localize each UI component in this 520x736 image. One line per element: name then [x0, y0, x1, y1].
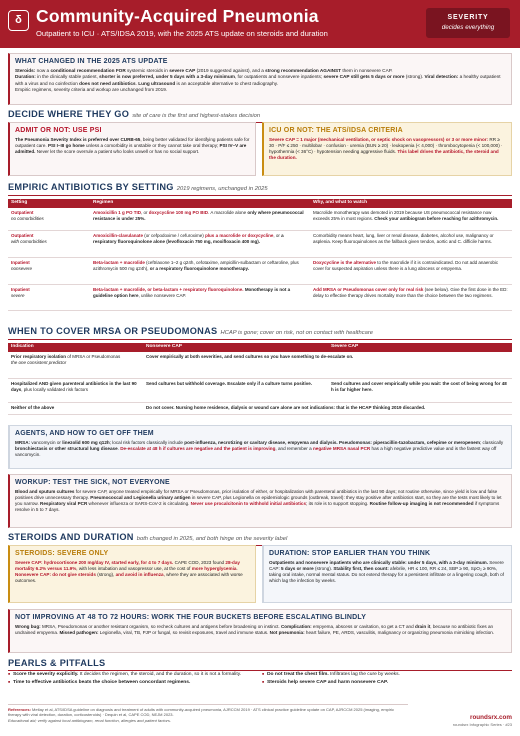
- agents-text: MRSA: vancomycin or linezolid 600 mg q12h; local risk factors classically include post-influenza, necrotizing or cavitary disease, empyema and dialysis. Pseudomonas: piperacillin-tazobactam, cefepime or meropenem; classically bronchiectasis or other structural lung disease. De-escalate at 48 h if cultures are negative and the patient is improving, and remember a negative MRSA nasal PCR has a high negative predictive value and is the fastest way off vancomycin.: [15, 440, 504, 458]
- workup-text: Blood and sputum cultures for severe CAP, anyone treated empirically for MRSA or Pseudomonas, prior isolation of either, or hospitalization with parenteral antibiotics in the last 90 days; not routine otherwise, since yield is low and false positives drive unnecessary therapy. Pneumococcal and Legionella urinary antigen in severe CAP, plus Legionella on epidemiologic grounds (outbreak, travel): they stay positive after antibiotics start, so they are the tests most likely to let you narrow. Respiratory viral PCR whenever influenza or SARS-CoV-2 is circulating. Never use procalcitonin to withhold initial antibiotics; its role is to support stopping. Routine follow-up imaging is not recommended if symptoms resolve in 5 to 7 days.: [15, 489, 502, 513]
- admit-box: [8, 122, 256, 176]
- table-row: Outpatient with comorbidities Amoxicillin-clavulanate (or cefpodoxime / cefuroxime) plus a macrolide or doxycycline, or a respiratory fluoroquinolone alone (levofloxacin 750 mg, moxifloxacin 400 mg). Comorbidity means heart, lung, liver or renal disease, diabetes, alcohol use, malignancy or asplenia. Keep fluoroquinolones as the fallback given tendon, aortic and C. difficile harms.: [8, 231, 512, 258]
- icu-box: [262, 122, 512, 176]
- list-item: ■ Steroids help severe CAP and harm nonsevere CAP.: [262, 680, 512, 686]
- table-row: Inpatient severe Beta-lactam + macrolide, or beta-lactam + respiratory fluoroquinolone. Monotherapy is not a guideline option here, unlike nonsevere CAP. Add MRSA or Pseudomonas cover only for real risk (see below). Give the first dose in the ED: delay to effective therapy drives mortality more than the choice between the two regimens.: [8, 285, 512, 311]
- not-improving-heading: NOT IMPROVING AT 48 TO 72 HOURS: WORK THE FOUR BUCKETS BEFORE ESCALATING BLINDLY: [15, 614, 367, 621]
- agents-box: [8, 425, 512, 469]
- empiric-section: [8, 181, 512, 311]
- workup-box: [8, 474, 512, 528]
- empiric-header-row: [8, 199, 512, 208]
- col-indication: Indication: [8, 343, 143, 352]
- changes-steroids: Steroids: now a conditional recommendation FOR systemic steroids in severe CAP (2019 suggested against), and a strong recommendation AGAINST them in nonsevere CAP.: [15, 68, 393, 74]
- mrsa-heading: WHEN TO COVER MRSA OR PSEUDOMONAS HCAP is gone; cover on risk, not on contact with healthcare: [8, 325, 512, 340]
- series-label: roundsrx Infographic Series · #23: [452, 722, 512, 728]
- list-item: ■ Score the severity explicitly. It decides the regimen, the steroid, and the duration, so it is not a formality.: [8, 672, 258, 678]
- steroids-section: [8, 531, 512, 546]
- not-improving-text: Wrong bug: MRSA, Pseudomonas or another resistant organism, so recheck cultures and antigens before broadening on instinct. Complication: empyema, abscess or cavitation, so get a CT and drain it, because no antibiotic fixes an undrained empyema. Missed pathogen: Legionella, viral, TB, PJP or fungal, so revisit exposures, travel and immune status. Not pneumonia: heart failure, PE, ARDS, vasculitis, malignancy or organizing pneumonia mimicking infection.: [15, 624, 495, 636]
- decide-heading: DECIDE WHERE THEY GO site of care is the first and highest-stakes decision: [8, 108, 512, 123]
- footer-references: [8, 704, 408, 723]
- admit-heading: ADMIT OR NOT: USE PSI: [15, 127, 102, 134]
- steroids-box: [8, 545, 256, 603]
- page-subtitle: Outpatient to ICU · ATS/IDSA 2019, with the 2025 ATS update on steroids and duration: [36, 29, 328, 38]
- header-banner: [0, 0, 520, 48]
- severity-label: SEVERITY: [447, 14, 489, 21]
- logo-icon: δ: [8, 10, 29, 31]
- agents-heading: AGENTS, AND HOW TO GET OFF THEM: [15, 430, 154, 437]
- table-row: Outpatient no comorbidities Amoxicillin 1 g PO TID, or doxycycline 100 mg PO BID. A macrolide alone only where pneumococcal resistance is under 25%. Macrolide monotherapy was demoted in 2019 because US pneumococcal resistance now exceeds 25% in most regions. Check your antibiogram before reaching for azithromycin.: [8, 208, 512, 231]
- duration-box: [262, 545, 512, 603]
- duration-heading: DURATION: STOP EARLIER THAN YOU THINK: [269, 550, 431, 557]
- decide-section: [8, 108, 512, 123]
- workup-heading: WORKUP: TEST THE SICK, NOT EVERYONE: [15, 479, 170, 486]
- list-item: ■ Time to effective antibiotics beats the choice between concordant regimens.: [8, 680, 258, 686]
- pearls-list-right: [262, 672, 512, 689]
- table-row: Neither of the above Do not cover. Nursing home residence, dialysis or wound care alone are not indications: that is the HCAP thinking 2019 discarded.: [8, 403, 512, 415]
- col-regimen: Regimen: [90, 199, 310, 208]
- col-why: Why, and what to watch: [310, 199, 512, 208]
- table-row: Inpatient nonsevere Beta-lactam + macrolide (ceftriaxone 1–2 g q24h, cefotaxime, ampicillin-sulbactam or ceftaroline, plus azithromycin 500 mg q24h), or a respiratory fluoroquinolone monotherapy. Doxycycline is the alternative to the macrolide if it is contraindicated. Do not add anaerobic cover for suspected aspiration unless there is a lung abscess or empyema.: [8, 258, 512, 285]
- col-setting: Setting: [8, 199, 90, 208]
- changes-heading: WHAT CHANGED IN THE 2025 ATS UPDATE: [15, 58, 168, 65]
- severity-badge: [426, 8, 510, 38]
- pearls-list-left: [8, 672, 258, 689]
- steroids-box-heading: STEROIDS: SEVERE ONLY: [15, 550, 109, 557]
- duration-text: Outpatients and nonsevere inpatients who are clinically stable: under 5 days, with a 3-day minimum. Severe CAP: 5 days or more (strong). Stability first, then count: afebrile, HR ≤ 100, RR ≤ 24, SBP ≥ 90, SpO₂ ≥ 90%, taking oral intake, normal mental status. Do not extend therapy for a persistent infiltrate or a lingering cough, both of which lag the infection by weeks.: [269, 560, 504, 584]
- references-text: References: Metlay et al, ATS/IDSA guideline on diagnosis and treatment of adults with community-acquired pneumonia, AJRCCM 2019 · ATS clinical practice guideline update on CAP, AJRCCM 2025 (imaging, empiric therapy with viral detection, duration, corticosteroids) · Dequin et al, CAPE COD, NEJM 2023.: [8, 707, 394, 718]
- list-item: ■ Do not treat the chest film. Infiltrates lag the cure by weeks.: [262, 672, 512, 678]
- table-row: Prior respiratory isolation of MRSA or Pseudomonas the one consistent predictor Cover empirically at both severities, and send cultures so you have something to de-escalate on.: [8, 352, 512, 379]
- col-severe: Severe CAP: [328, 343, 512, 352]
- icu-heading: ICU OR NOT: THE ATS/IDSA CRITERIA: [269, 127, 403, 134]
- col-nonsevere: Nonsevere CAP: [143, 343, 328, 352]
- mrsa-header-row: [8, 343, 512, 352]
- pearls-heading: PEARLS & PITFALLS: [8, 657, 512, 671]
- brand-link[interactable]: roundsrx.com: [470, 714, 512, 721]
- not-improving-box: [8, 609, 512, 653]
- brand-block: [453, 714, 512, 728]
- changes-duration: Duration: in the clinically stable patient, shorter is now preferred, under 5 days with a 3-day minimum, for outpatients and nonsevere inpatients; severe CAP still gets 5 days or more (strong). Viral detection: a healthy outpatient with a virus and no coinfection does not need antibiotics. Lung ultrasound is an acceptable alternative to chest radiography.: [15, 74, 501, 86]
- steroids-heading: STEROIDS AND DURATION both changed in 2025, and both hinge on the severity label: [8, 531, 512, 546]
- mrsa-section: [8, 325, 512, 415]
- pearls-section: [8, 657, 512, 671]
- disclaimer-text: Educational aid; verify against local antibiogram, renal function, allergies and patient factors.: [8, 717, 171, 723]
- icu-text: Severe CAP = 1 major (mechanical ventilation, or septic shock on vasopressors) or 3 or more minor: RR ≥ 30 · P/F ≤ 250 · multilobar · confusion · uremia (BUN ≥ 20) · leukopenia (< 4,000) · thrombocytopenia (< 100,000) · hypothermia (< 36°C) · hypotension needing aggressive fluids. This label drives the antibiotic, the steroid and the duration.: [269, 137, 503, 161]
- table-row: Hospitalized AND given parenteral antibiotics in the last 90 days, plus locally validated risk factors Send cultures but withhold coverage. Escalate only if a culture turns positive. Send cultures and cover empirically while you wait: the cost of being wrong for 48 h is far higher here.: [8, 379, 512, 403]
- empiric-heading: EMPIRIC ANTIBIOTICS BY SETTING 2019 regimens, unchanged in 2025: [8, 181, 512, 196]
- mrsa-table: [8, 343, 512, 416]
- steroids-text: Severe CAP: hydrocortisone 200 mg/day IV, started early, for 4 to 7 days. CAPE COD, 2023 found 28-day mortality 6.2% versus 11.9%, with less intubation and vasopressor use, at the cost of more hyperglycemia. Nonsevere CAP: do not give steroids (strong), and avoid in influenza, where they are associated with worse outcomes.: [15, 560, 243, 584]
- page-title: Community-Acquired Pneumonia: [36, 6, 319, 26]
- severity-subtext: decides everything: [441, 24, 495, 32]
- changes-unchanged: Empiric regimens, severity criteria and workup are unchanged from 2019.: [15, 86, 168, 92]
- empiric-table: [8, 199, 512, 312]
- changes-box: [8, 53, 512, 105]
- admit-text: The Pneumonia Severity Index is preferred over CURB-65, being better validated for identifying patients safe for outpatient care. PSI I–III go home unless a comorbidity is unstable or they cannot take oral therapy; PSI IV–V are admitted. Never let the score overrule a patient who looks unwell or has no social support.: [15, 137, 250, 155]
